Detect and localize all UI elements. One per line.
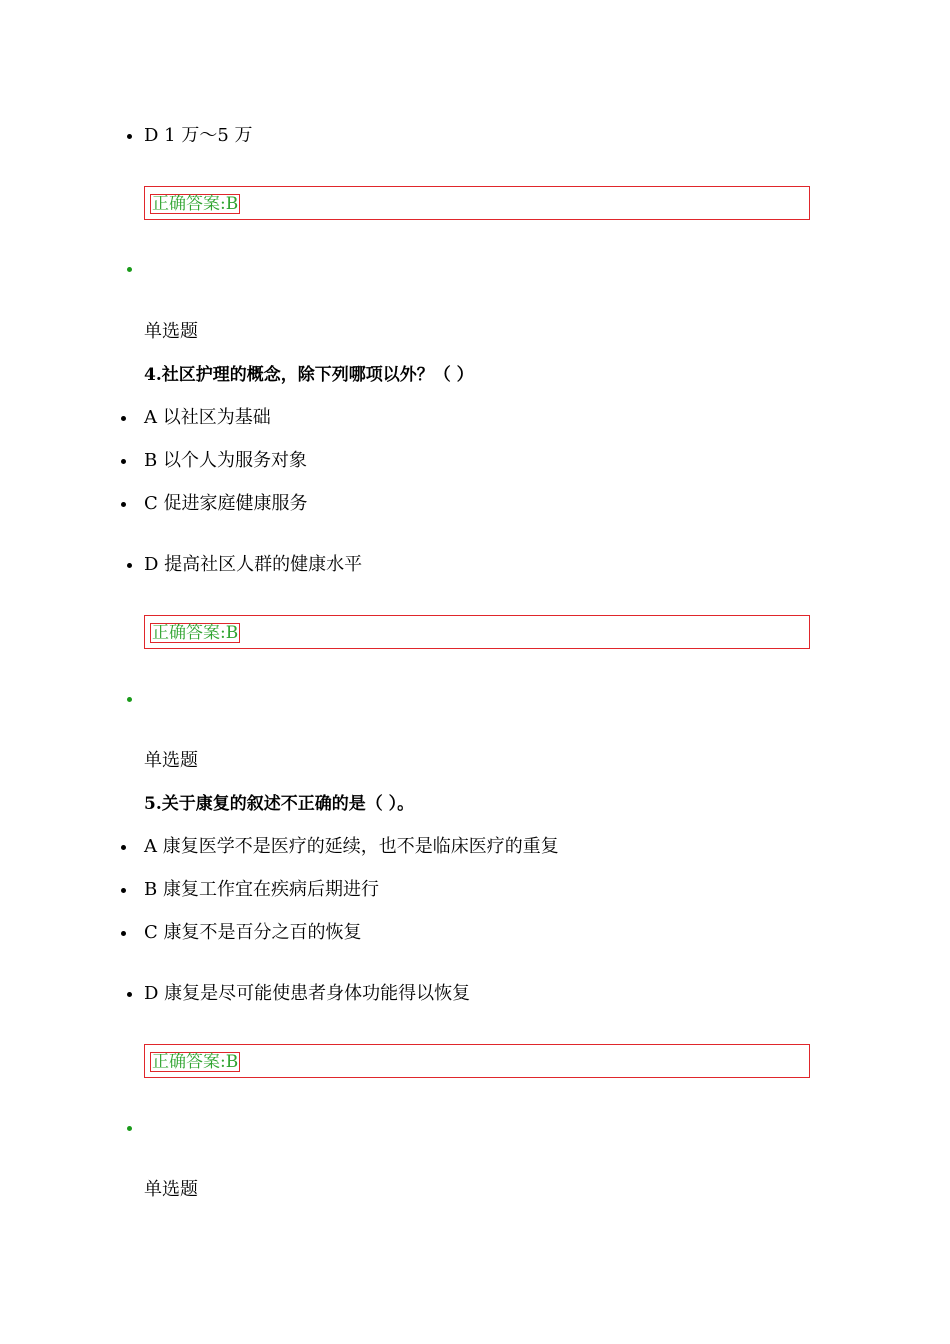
answer-box	[144, 1044, 810, 1078]
correct-answer: 正确答案:B	[152, 623, 239, 643]
q5-option-c: C 康复不是百分之百的恢复	[144, 922, 362, 943]
correct-answer: 正确答案:B	[152, 194, 239, 214]
q4-option-c: C 促进家庭健康服务	[144, 493, 308, 514]
answer-box	[144, 615, 810, 649]
answer-box	[144, 186, 810, 220]
question-bullet	[127, 697, 132, 702]
option-bullet	[127, 563, 132, 568]
correct-answer: 正确答案:B	[152, 1052, 239, 1072]
option-bullet	[127, 992, 132, 997]
q4-option-d: D 提高社区人群的健康水平	[144, 554, 363, 575]
q5-option-a: A 康复医学不是医疗的延续，也不是临床医疗的重复	[144, 836, 559, 857]
option-bullet	[121, 416, 126, 421]
option-bullet	[121, 845, 126, 850]
q4-type: 单选题	[144, 321, 198, 342]
q6-type: 单选题	[144, 1179, 198, 1200]
q5-title: 5.关于康复的叙述不正确的是（ ）。	[144, 794, 415, 814]
option-bullet	[127, 134, 132, 139]
q4-option-a: A 以社区为基础	[144, 407, 271, 428]
option-bullet	[121, 931, 126, 936]
question-bullet	[127, 267, 132, 272]
q5-option-d: D 康复是尽可能使患者身体功能得以恢复	[144, 983, 471, 1004]
option-bullet	[121, 502, 126, 507]
q4-title: 4.社区护理的概念，除下列哪项以外？（ ）	[144, 365, 474, 385]
question-bullet	[127, 1126, 132, 1131]
q4-option-b: B 以个人为服务对象	[144, 450, 307, 471]
q5-option-b: B 康复工作宜在疾病后期进行	[144, 879, 379, 900]
option-bullet	[121, 888, 126, 893]
q3-option-d: D 1 万～5 万	[144, 125, 253, 146]
option-bullet	[121, 459, 126, 464]
q5-type: 单选题	[144, 750, 198, 771]
